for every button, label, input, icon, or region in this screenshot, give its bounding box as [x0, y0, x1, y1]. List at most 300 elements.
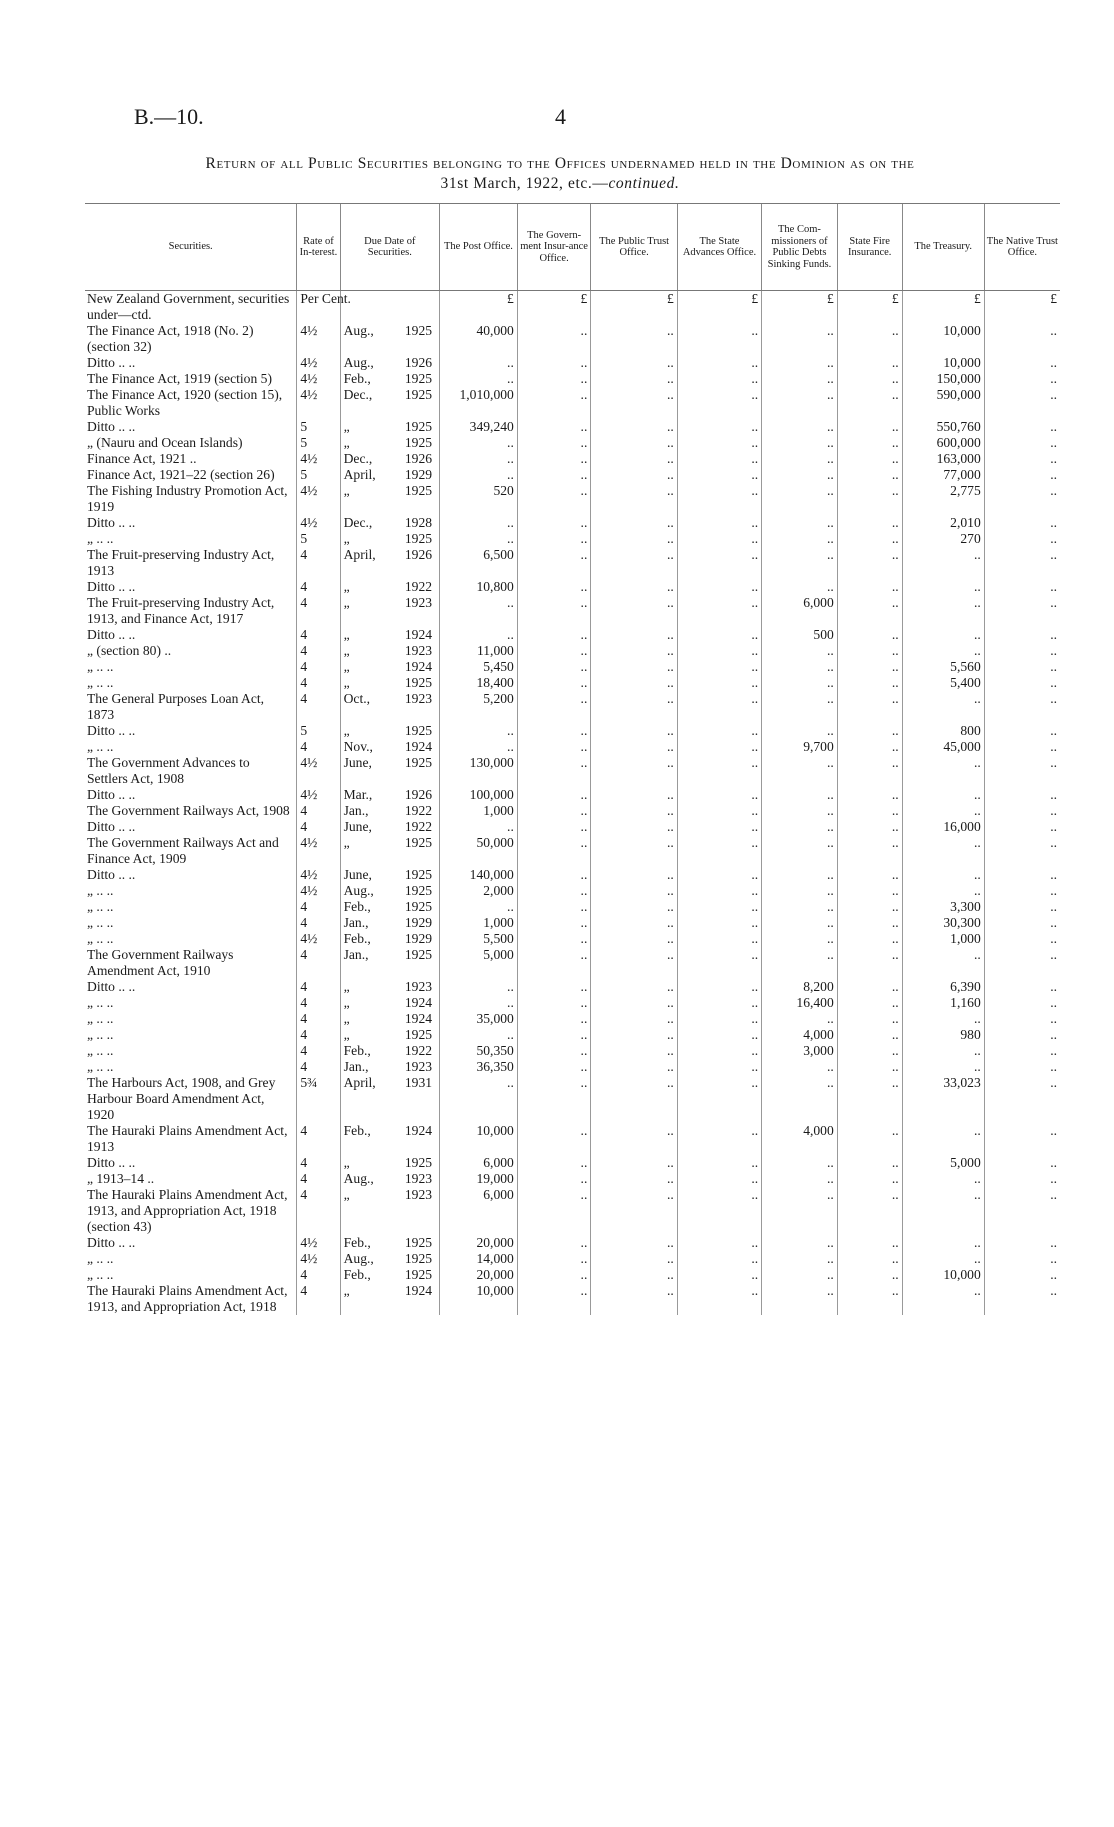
- rate: 5: [297, 531, 340, 547]
- state-advances-value: ..: [677, 1267, 761, 1283]
- treasury-value: ..: [902, 835, 984, 867]
- rate: 4: [297, 627, 340, 643]
- treasury-value: ..: [902, 755, 984, 787]
- unit-pound: £: [984, 291, 1060, 324]
- native-trust-value: ..: [984, 819, 1060, 835]
- treasury-value: 2,775: [902, 483, 984, 515]
- post-office-value: 6,000: [440, 1187, 518, 1235]
- state-fire-value: ..: [837, 1187, 902, 1235]
- post-office-value: 5,500: [440, 931, 518, 947]
- security-name: „ .. ..: [87, 1059, 114, 1074]
- treasury-value: ..: [902, 627, 984, 643]
- security-name: „ .. ..: [87, 675, 114, 690]
- state-advances-value: ..: [677, 659, 761, 675]
- due-date: [340, 547, 439, 579]
- state-advances-value: ..: [677, 819, 761, 835]
- unit-pound: £: [591, 291, 677, 324]
- security-name: The Finance Act, 1920 (section 15), Public Works: [87, 387, 283, 418]
- post-office-value: 100,000: [440, 787, 518, 803]
- public-trust-value: ..: [591, 1075, 677, 1123]
- table-row: [85, 451, 1060, 467]
- table-row: [85, 467, 1060, 483]
- security-name: The Fishing Industry Promotion Act, 1919: [87, 483, 288, 514]
- treasury-value: 33,023: [902, 1075, 984, 1123]
- post-office-value: ..: [440, 979, 518, 995]
- table-row: [85, 659, 1060, 675]
- security-name: The Government Railways Act, 1908: [87, 803, 290, 818]
- sinking-funds-value: ..: [762, 1251, 838, 1267]
- state-fire-value: ..: [837, 627, 902, 643]
- rate: 4½: [297, 1251, 340, 1267]
- govt-insurance-value: ..: [517, 931, 591, 947]
- due-date: [340, 387, 439, 419]
- govt-insurance-value: ..: [517, 691, 591, 723]
- rate: 4: [297, 1043, 340, 1059]
- post-office-value: 14,000: [440, 1251, 518, 1267]
- public-trust-value: ..: [591, 323, 677, 355]
- public-trust-value: ..: [591, 515, 677, 531]
- due-month: „: [343, 579, 350, 594]
- state-advances-value: ..: [677, 323, 761, 355]
- post-office-value: 20,000: [440, 1267, 518, 1283]
- govt-insurance-value: ..: [517, 483, 591, 515]
- due-date: [340, 371, 439, 387]
- state-fire-value: ..: [837, 1043, 902, 1059]
- security-name: Ditto .. ..: [87, 515, 136, 530]
- native-trust-value: ..: [984, 931, 1060, 947]
- post-office-value: 19,000: [440, 1171, 518, 1187]
- page-number: 4: [555, 104, 566, 129]
- state-fire-value: ..: [837, 547, 902, 579]
- due-year: 1926: [404, 787, 433, 802]
- post-office-value: 5,000: [440, 947, 518, 979]
- table-row: [85, 1027, 1060, 1043]
- state-advances-value: ..: [677, 547, 761, 579]
- treasury-value: ..: [902, 1187, 984, 1235]
- post-office-value: 5,200: [440, 691, 518, 723]
- table-header: [85, 204, 1060, 291]
- public-trust-value: ..: [591, 547, 677, 579]
- state-advances-value: ..: [677, 627, 761, 643]
- state-advances-value: ..: [677, 787, 761, 803]
- col-government-insurance: The Govern-ment Insur-ance Office.: [517, 204, 591, 291]
- due-month: Aug.,: [343, 323, 374, 338]
- security-name: The Hauraki Plains Amendment Act, 1913, and Appropriation Act, 1918: [87, 1283, 288, 1314]
- public-trust-value: ..: [591, 883, 677, 899]
- due-year: 1925: [404, 1155, 433, 1170]
- due-month: April,: [343, 1075, 376, 1090]
- sinking-funds-value: ..: [762, 659, 838, 675]
- state-fire-value: ..: [837, 1283, 902, 1315]
- table-row: [85, 883, 1060, 899]
- treasury-value: ..: [902, 691, 984, 723]
- security-name: The Finance Act, 1918 (No. 2) (section 32): [87, 323, 254, 354]
- native-trust-value: ..: [984, 1043, 1060, 1059]
- rate: 4½: [297, 867, 340, 883]
- rate: 4½: [297, 355, 340, 371]
- govt-insurance-value: ..: [517, 323, 591, 355]
- table-title-continued: continued.: [608, 175, 680, 192]
- public-trust-value: ..: [591, 755, 677, 787]
- state-fire-value: ..: [837, 915, 902, 931]
- state-fire-value: ..: [837, 1235, 902, 1251]
- govt-insurance-value: ..: [517, 883, 591, 899]
- state-fire-value: ..: [837, 1155, 902, 1171]
- due-month: Aug.,: [343, 355, 374, 370]
- unit-pound: £: [762, 291, 838, 324]
- due-month: „: [343, 723, 350, 738]
- table-row: [85, 1011, 1060, 1027]
- table-row: [85, 419, 1060, 435]
- state-advances-value: ..: [677, 867, 761, 883]
- due-month: „: [343, 1155, 350, 1170]
- post-office-value: ..: [440, 595, 518, 627]
- due-month: Dec.,: [343, 387, 373, 402]
- public-trust-value: ..: [591, 691, 677, 723]
- rate: 4: [297, 899, 340, 915]
- public-trust-value: ..: [591, 435, 677, 451]
- treasury-value: 3,300: [902, 899, 984, 915]
- state-fire-value: ..: [837, 419, 902, 435]
- native-trust-value: ..: [984, 435, 1060, 451]
- native-trust-value: ..: [984, 787, 1060, 803]
- due-date: [340, 899, 439, 915]
- public-trust-value: ..: [591, 1059, 677, 1075]
- treasury-value: ..: [902, 1235, 984, 1251]
- col-native-trust: The Native Trust Office.: [984, 204, 1060, 291]
- due-year: 1925: [404, 371, 433, 386]
- post-office-value: 130,000: [440, 755, 518, 787]
- state-advances-value: ..: [677, 1251, 761, 1267]
- security-name: „ .. ..: [87, 659, 114, 674]
- native-trust-value: ..: [984, 915, 1060, 931]
- rate: 4: [297, 1011, 340, 1027]
- state-advances-value: ..: [677, 483, 761, 515]
- table-row: [85, 1075, 1060, 1123]
- post-office-value: 5,450: [440, 659, 518, 675]
- rate: 4: [297, 643, 340, 659]
- security-name: Ditto .. ..: [87, 723, 136, 738]
- due-date: [340, 531, 439, 547]
- table-row: [85, 995, 1060, 1011]
- due-date: [340, 627, 439, 643]
- treasury-value: ..: [902, 1171, 984, 1187]
- due-month: April,: [343, 467, 376, 482]
- govt-insurance-value: ..: [517, 435, 591, 451]
- state-fire-value: ..: [837, 1251, 902, 1267]
- due-month: „: [343, 1027, 350, 1042]
- treasury-value: ..: [902, 947, 984, 979]
- due-month: „: [343, 483, 350, 498]
- treasury-value: 1,000: [902, 931, 984, 947]
- state-advances-value: ..: [677, 1187, 761, 1235]
- security-name: Ditto .. ..: [87, 867, 136, 882]
- due-date: [340, 1283, 439, 1315]
- post-office-value: ..: [440, 531, 518, 547]
- sinking-funds-value: ..: [762, 867, 838, 883]
- public-trust-value: ..: [591, 995, 677, 1011]
- table-row: [85, 1123, 1060, 1155]
- native-trust-value: ..: [984, 1027, 1060, 1043]
- sinking-funds-value: 4,000: [762, 1123, 838, 1155]
- table-row: [85, 979, 1060, 995]
- govt-insurance-value: ..: [517, 1011, 591, 1027]
- table-row: [85, 371, 1060, 387]
- due-date: [340, 355, 439, 371]
- due-date: [340, 483, 439, 515]
- security-name: „ .. ..: [87, 899, 114, 914]
- due-year: 1924: [404, 739, 433, 754]
- post-office-value: 1,000: [440, 803, 518, 819]
- table-row: [85, 547, 1060, 579]
- table-row: [85, 723, 1060, 739]
- public-trust-value: ..: [591, 835, 677, 867]
- govt-insurance-value: ..: [517, 723, 591, 739]
- rate: 4: [297, 579, 340, 595]
- state-fire-value: ..: [837, 1075, 902, 1123]
- security-name: The Harbours Act, 1908, and Grey Harbour Board Amendment Act, 1920: [87, 1075, 276, 1122]
- due-year: 1923: [404, 1187, 433, 1202]
- treasury-value: ..: [902, 643, 984, 659]
- native-trust-value: ..: [984, 387, 1060, 419]
- govt-insurance-value: ..: [517, 787, 591, 803]
- rate: 4½: [297, 371, 340, 387]
- due-year: 1925: [404, 947, 433, 962]
- native-trust-value: ..: [984, 515, 1060, 531]
- state-advances-value: ..: [677, 899, 761, 915]
- sinking-funds-value: 16,400: [762, 995, 838, 1011]
- govt-insurance-value: ..: [517, 1027, 591, 1043]
- post-office-value: ..: [440, 1027, 518, 1043]
- security-name: „ .. ..: [87, 1251, 114, 1266]
- govt-insurance-value: ..: [517, 595, 591, 627]
- rate: 4: [297, 1267, 340, 1283]
- native-trust-value: ..: [984, 1251, 1060, 1267]
- due-date: [340, 1267, 439, 1283]
- security-name: The Government Railways Amendment Act, 1910: [87, 947, 234, 978]
- public-trust-value: ..: [591, 1027, 677, 1043]
- due-month: April,: [343, 547, 376, 562]
- public-trust-value: ..: [591, 483, 677, 515]
- security-name: „ .. ..: [87, 739, 114, 754]
- table-row: [85, 1155, 1060, 1171]
- govt-insurance-value: ..: [517, 899, 591, 915]
- due-month: Feb.,: [343, 1267, 371, 1282]
- state-fire-value: ..: [837, 1171, 902, 1187]
- govt-insurance-value: ..: [517, 451, 591, 467]
- state-fire-value: ..: [837, 947, 902, 979]
- col-rate: Rate of In-terest.: [297, 204, 340, 291]
- native-trust-value: ..: [984, 995, 1060, 1011]
- native-trust-value: ..: [984, 467, 1060, 483]
- due-date: [340, 419, 439, 435]
- post-office-value: ..: [440, 371, 518, 387]
- govt-insurance-value: ..: [517, 419, 591, 435]
- due-year: 1923: [404, 979, 433, 994]
- due-year: 1929: [404, 467, 433, 482]
- public-trust-value: ..: [591, 451, 677, 467]
- due-date: [340, 947, 439, 979]
- state-advances-value: ..: [677, 515, 761, 531]
- due-year: 1922: [404, 1043, 433, 1058]
- treasury-value: ..: [902, 787, 984, 803]
- post-office-value: 10,800: [440, 579, 518, 595]
- state-fire-value: ..: [837, 755, 902, 787]
- public-trust-value: ..: [591, 675, 677, 691]
- state-fire-value: ..: [837, 579, 902, 595]
- sinking-funds-value: ..: [762, 755, 838, 787]
- treasury-value: 10,000: [902, 355, 984, 371]
- native-trust-value: ..: [984, 739, 1060, 755]
- govt-insurance-value: ..: [517, 467, 591, 483]
- sinking-funds-value: 3,000: [762, 1043, 838, 1059]
- native-trust-value: ..: [984, 1155, 1060, 1171]
- due-month: Jan.,: [343, 947, 369, 962]
- due-month: Feb.,: [343, 1043, 371, 1058]
- due-date: [340, 979, 439, 995]
- state-fire-value: ..: [837, 675, 902, 691]
- sinking-funds-value: ..: [762, 723, 838, 739]
- unit-per-cent: Per Cent.: [297, 291, 340, 324]
- due-month: Feb.,: [343, 931, 371, 946]
- due-month: „: [343, 627, 350, 642]
- table-row: [85, 531, 1060, 547]
- security-name: „ .. ..: [87, 1011, 114, 1026]
- treasury-value: ..: [902, 1059, 984, 1075]
- due-date: [340, 1171, 439, 1187]
- sinking-funds-value: ..: [762, 387, 838, 419]
- state-advances-value: ..: [677, 1123, 761, 1155]
- post-office-value: 349,240: [440, 419, 518, 435]
- table-row: [85, 1283, 1060, 1315]
- rate: 4: [297, 595, 340, 627]
- due-year: 1925: [404, 755, 433, 770]
- rate: 5: [297, 419, 340, 435]
- due-date: [340, 883, 439, 899]
- due-year: 1923: [404, 691, 433, 706]
- unit-pound: £: [517, 291, 591, 324]
- sinking-funds-value: 9,700: [762, 739, 838, 755]
- treasury-value: ..: [902, 1283, 984, 1315]
- security-name: Ditto .. ..: [87, 579, 136, 594]
- state-advances-value: ..: [677, 371, 761, 387]
- govt-insurance-value: ..: [517, 803, 591, 819]
- state-fire-value: ..: [837, 355, 902, 371]
- table-row: [85, 1235, 1060, 1251]
- public-trust-value: ..: [591, 1235, 677, 1251]
- state-advances-value: ..: [677, 643, 761, 659]
- sinking-funds-value: ..: [762, 531, 838, 547]
- due-year: 1928: [404, 515, 433, 530]
- native-trust-value: ..: [984, 595, 1060, 627]
- sinking-funds-value: ..: [762, 643, 838, 659]
- state-fire-value: ..: [837, 979, 902, 995]
- table-row: [85, 595, 1060, 627]
- state-fire-value: ..: [837, 723, 902, 739]
- native-trust-value: ..: [984, 803, 1060, 819]
- security-name: Ditto .. ..: [87, 1155, 136, 1170]
- sinking-funds-value: ..: [762, 435, 838, 451]
- col-due-date: Due Date of Securities.: [340, 204, 439, 291]
- due-year: 1925: [404, 435, 433, 450]
- treasury-value: ..: [902, 595, 984, 627]
- govt-insurance-value: ..: [517, 355, 591, 371]
- native-trust-value: ..: [984, 835, 1060, 867]
- post-office-value: 140,000: [440, 867, 518, 883]
- sinking-funds-value: ..: [762, 899, 838, 915]
- post-office-value: ..: [440, 451, 518, 467]
- govt-insurance-value: ..: [517, 627, 591, 643]
- state-fire-value: ..: [837, 515, 902, 531]
- state-fire-value: ..: [837, 803, 902, 819]
- treasury-value: 77,000: [902, 467, 984, 483]
- sinking-funds-value: ..: [762, 1075, 838, 1123]
- due-date: [340, 515, 439, 531]
- units-row: [85, 291, 1060, 324]
- security-name: The Fruit-preserving Industry Act, 1913: [87, 547, 275, 578]
- security-name: „ .. ..: [87, 1043, 114, 1058]
- govt-insurance-value: ..: [517, 1123, 591, 1155]
- security-name: „ .. ..: [87, 931, 114, 946]
- sinking-funds-value: 8,200: [762, 979, 838, 995]
- due-month: „: [343, 1011, 350, 1026]
- post-office-value: 50,000: [440, 835, 518, 867]
- table-row: [85, 739, 1060, 755]
- due-year: 1925: [404, 387, 433, 402]
- treasury-value: 5,400: [902, 675, 984, 691]
- treasury-value: 150,000: [902, 371, 984, 387]
- treasury-value: 163,000: [902, 451, 984, 467]
- public-trust-value: ..: [591, 1123, 677, 1155]
- govt-insurance-value: ..: [517, 515, 591, 531]
- govt-insurance-value: ..: [517, 371, 591, 387]
- due-month: „: [343, 643, 350, 658]
- post-office-value: ..: [440, 467, 518, 483]
- state-advances-value: ..: [677, 1171, 761, 1187]
- security-name: „ .. ..: [87, 883, 114, 898]
- security-name: „ .. ..: [87, 915, 114, 930]
- due-month: June,: [343, 755, 372, 770]
- table-row: [85, 931, 1060, 947]
- due-year: 1923: [404, 643, 433, 658]
- native-trust-value: ..: [984, 1283, 1060, 1315]
- due-year: 1925: [404, 883, 433, 898]
- sinking-funds-value: ..: [762, 1235, 838, 1251]
- public-trust-value: ..: [591, 1251, 677, 1267]
- govt-insurance-value: ..: [517, 915, 591, 931]
- due-year: 1926: [404, 451, 433, 466]
- sinking-funds-value: ..: [762, 1267, 838, 1283]
- public-trust-value: ..: [591, 579, 677, 595]
- security-name: Finance Act, 1921 ..: [87, 451, 197, 466]
- native-trust-value: ..: [984, 483, 1060, 515]
- due-year: 1925: [404, 323, 433, 338]
- native-trust-value: ..: [984, 451, 1060, 467]
- due-date: [340, 467, 439, 483]
- public-trust-value: ..: [591, 723, 677, 739]
- native-trust-value: ..: [984, 1123, 1060, 1155]
- public-trust-value: ..: [591, 899, 677, 915]
- due-year: 1922: [404, 819, 433, 834]
- post-office-value: 36,350: [440, 1059, 518, 1075]
- state-fire-value: ..: [837, 371, 902, 387]
- state-advances-value: ..: [677, 835, 761, 867]
- state-fire-value: ..: [837, 739, 902, 755]
- public-trust-value: ..: [591, 915, 677, 931]
- public-trust-value: ..: [591, 387, 677, 419]
- due-month: „: [343, 1283, 350, 1298]
- post-office-value: 10,000: [440, 1283, 518, 1315]
